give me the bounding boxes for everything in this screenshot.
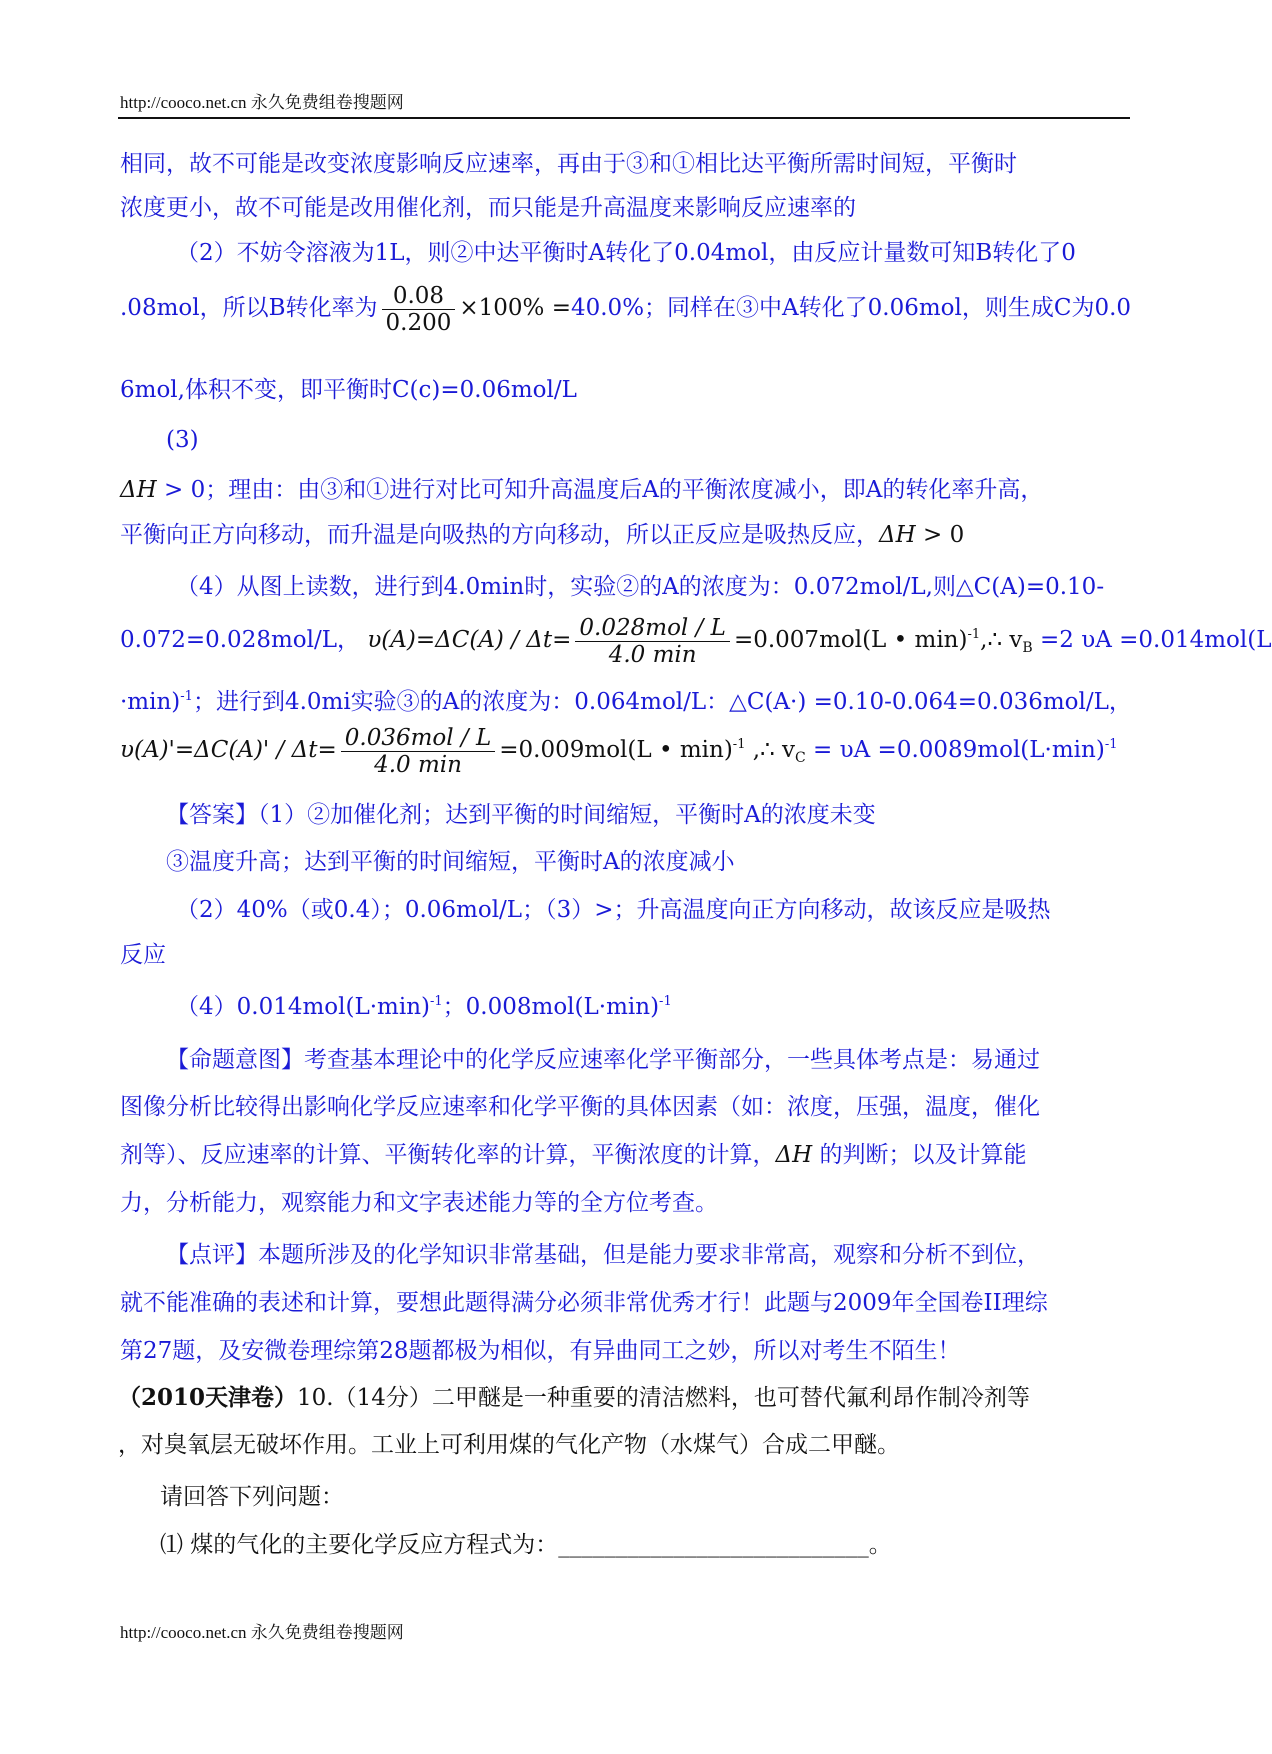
- text-line-4: [120, 280, 1131, 336]
- text-segment: 0.072=0.028mol/L，: [120, 627, 360, 653]
- text-segment: 的判断；以及计算能: [812, 1142, 1027, 1168]
- text-line-1: 相同，故不可能是改变浓度影响反应速率，再由于③和①相比达平衡所需时间短，平衡时: [120, 151, 1017, 177]
- exponent: -1: [430, 994, 443, 1009]
- text-line-12: [120, 722, 1118, 778]
- equals-sign: =: [551, 295, 571, 321]
- equals-sign: =: [317, 737, 337, 763]
- fraction-denominator: 4.0 min: [608, 641, 697, 668]
- text-segment: = υA =0.0089mol(L·min): [805, 737, 1105, 763]
- text-segment: 平衡向正方向移动，而升温是向吸热的方向移动，所以正反应是吸热反应，: [120, 522, 879, 548]
- math-text: ×100%: [459, 295, 552, 321]
- answer-line-3: （2）40%（或0.4）；0.06mol/L；（3）>；升高温度向正方向移动，故该反应是吸热: [176, 897, 1051, 923]
- text-segment: ；进行到4.0mi实验③的A的浓度为：0.064mol/L：△C(A·) =0.10-0.064=0.036mol/L，: [192, 689, 1132, 715]
- intent-line-1: 【命题意图】考查基本理论中的化学反应速率化学平衡部分，一些具体考点是：易通过: [166, 1047, 1040, 1073]
- rate-symbol: υ(A)': [120, 737, 175, 763]
- exponent: -1: [180, 689, 193, 704]
- intent-line-4: 力，分析能力，观察能力和文字表述能力等的全方位考查。: [120, 1190, 718, 1216]
- text-line-6: (3): [166, 427, 199, 453]
- math-text: ΔC(A)' / Δt: [194, 737, 318, 763]
- question-source: （2010天津卷）: [118, 1384, 298, 1411]
- fraction: [341, 725, 496, 778]
- delta-h: ΔH: [879, 522, 916, 548]
- text-line-10: [120, 612, 1272, 668]
- fraction-numerator: 0.08: [382, 283, 456, 310]
- text-segment: 40.0%；同样在③中A转化了0.06mol，则生成C为0.0: [570, 295, 1132, 321]
- fraction-numerator: 0.036mol / L: [341, 725, 496, 752]
- subscript: C: [795, 750, 806, 766]
- text-segment: 10.（14分）二甲醚是一种重要的清洁燃料，也可替代氟利昂作制冷剂等: [297, 1385, 1030, 1411]
- intent-line-3: [120, 1140, 1026, 1170]
- delta-h: ΔH: [775, 1142, 813, 1168]
- text-segment: ；0.008mol(L·min): [442, 994, 660, 1020]
- text-line-5: 6mol,体积不变，即平衡时C(c)=0.06mol/L: [120, 377, 577, 403]
- exponent: -1: [1104, 737, 1118, 752]
- text-line-3: （2）不妨令溶液为1L，则②中达平衡时A转化了0.04mol，由反应计量数可知B转化了0: [176, 240, 1076, 266]
- text-segment: 剂等）、反应速率的计算、平衡转化率的计算，平衡浓度的计算，: [120, 1142, 776, 1168]
- review-line-2: 就不能准确的表述和计算，要想此题得满分必须非常优秀才行！此题与2009年全国卷II理综: [120, 1290, 1048, 1316]
- rate-symbol: υ(A): [367, 627, 416, 653]
- math-text: > 0: [915, 522, 965, 548]
- equals-sign: =: [499, 737, 519, 763]
- text-line-11: [120, 687, 1132, 717]
- math-text: ,∴ v: [980, 627, 1023, 653]
- text-segment: （4）0.014mol(L·min): [176, 994, 430, 1020]
- equals-sign: =: [733, 627, 754, 653]
- text-segment: =2 υA =0.014mol(L: [1032, 627, 1272, 653]
- exponent: -1: [732, 737, 746, 752]
- math-text: 0.009mol(L • min): [518, 737, 733, 763]
- fraction-numerator: 0.028mol / L: [575, 615, 730, 642]
- page-footer: http://cooco.net.cn 永久免费组卷搜题网: [120, 1623, 404, 1642]
- fraction: [382, 283, 456, 336]
- page-header: http://cooco.net.cn 永久免费组卷搜题网: [120, 93, 404, 112]
- fraction: [575, 615, 730, 668]
- text-segment: .08mol，所以B转化率为: [120, 295, 378, 321]
- fraction-denominator: 0.200: [385, 309, 452, 336]
- equals-sign: =: [174, 737, 195, 763]
- exponent: -1: [659, 994, 672, 1009]
- question-line-2: ，对臭氧层无破坏作用。工业上可利用煤的气化产物（水煤气）合成二甲醚。: [118, 1432, 900, 1458]
- text-line-8: [120, 520, 964, 550]
- answer-line-5: [176, 992, 672, 1022]
- equals-sign: =: [552, 627, 572, 653]
- answer-line-4: 反应: [120, 942, 166, 968]
- header-rule: [118, 117, 1130, 119]
- exponent: -1: [967, 627, 981, 642]
- math-text: ΔC(A) / Δt: [435, 627, 553, 653]
- fraction-denominator: 4.0 min: [374, 751, 462, 778]
- text-line-2: 浓度更小，故不可能是改用催化剂，而只能是升高温度来影响反应速率的: [120, 195, 856, 221]
- text-segment: ·min): [120, 689, 181, 715]
- answer-line-1: 【答案】（1）②加催化剂；达到平衡的时间缩短，平衡时A的浓度未变: [166, 802, 876, 828]
- text-line-9: （4）从图上读数，进行到4.0min时，实验②的A的浓度为：0.072mol/L,则△C(A)=0.10-: [176, 574, 1105, 600]
- math-text: 0.007mol(L • min): [753, 627, 968, 653]
- review-line-1: 【点评】本题所涉及的化学知识非常基础，但是能力要求非常高，观察和分析不到位，: [166, 1242, 1040, 1268]
- math-text: ,∴ v: [745, 737, 796, 763]
- answer-line-2: ③温度升高；达到平衡的时间缩短，平衡时A的浓度减小: [166, 849, 735, 875]
- subscript: B: [1022, 640, 1033, 656]
- question-line-3: 请回答下列问题：: [160, 1484, 344, 1510]
- delta-h: ΔH: [120, 477, 157, 503]
- text-segment: > 0；理由：由③和①进行对比可知升高温度后A的平衡浓度减小，即A的转化率升高，: [156, 477, 1044, 503]
- intent-line-2: 图像分析比较得出影响化学反应速率和化学平衡的具体因素（如：浓度，压强，温度，催化: [120, 1094, 1040, 1120]
- text-line-7: [120, 475, 1043, 505]
- equals-sign: =: [415, 627, 436, 653]
- question-line-1: [118, 1383, 1030, 1413]
- review-line-3: 第27题，及安微卷理综第28题都极为相似，有异曲同工之妙，所以对考生不陌生！: [120, 1338, 961, 1364]
- question-line-4: ⑴ 煤的气化的主要化学反应方程式为：___________________________。: [160, 1532, 892, 1558]
